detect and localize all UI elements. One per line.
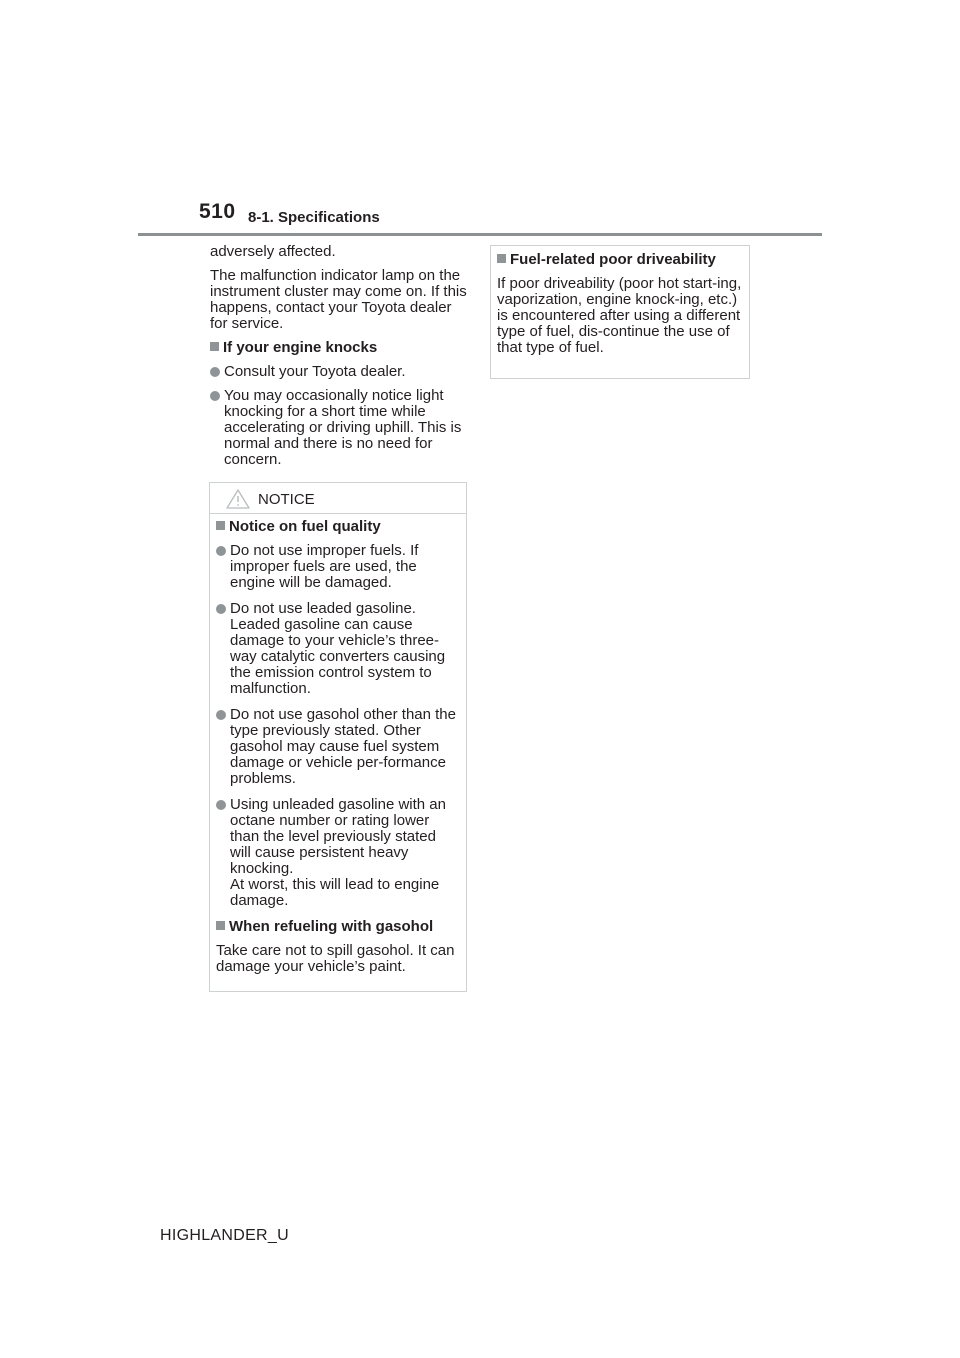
notice-header <box>210 483 466 514</box>
knock-heading <box>210 340 472 356</box>
list-item <box>216 543 460 591</box>
notice-body <box>210 514 466 975</box>
square-bullet-icon <box>497 254 506 263</box>
knock-heading-text: If your engine knocks <box>223 339 378 356</box>
header-rule <box>138 233 822 236</box>
list-item-text-continued: At worst, this will lead to engine damage. <box>230 876 440 909</box>
square-bullet-icon <box>210 342 219 351</box>
driveability-heading-text: Fuel-related poor driveability <box>510 251 716 268</box>
driveability-box <box>490 245 750 379</box>
continued-text: adversely affected. <box>210 243 336 260</box>
driveability-heading <box>497 252 743 268</box>
notice-label: NOTICE <box>258 491 315 508</box>
list-item <box>230 797 460 909</box>
circle-bullet-icon <box>216 546 226 556</box>
section-title: 8-1. Specifications <box>248 209 380 226</box>
malfunction-paragraph: The malfunction indicator lamp on the instrument cluster may come on. If this happens, contact your Toyota dealer for service. <box>210 267 467 332</box>
list-item <box>216 601 460 697</box>
fuel-quality-heading-text: Notice on fuel quality <box>229 518 381 535</box>
list-item-text: Do not use improper fuels. If improper fuels are used, the engine will be damaged. <box>230 542 419 591</box>
circle-bullet-icon <box>210 391 220 401</box>
gasohol-heading <box>216 919 460 935</box>
page-number: 510 <box>199 200 236 223</box>
list-item-text: Consult your Toyota dealer. <box>224 363 406 380</box>
list-item-text: Do not use gasohol other than the type previously stated. Other gasohol may cause fuel system damage or vehicle per-formance problems. <box>230 706 456 787</box>
gasohol-heading-text: When refueling with gasohol <box>229 918 434 935</box>
list-item <box>216 707 460 787</box>
circle-bullet-icon <box>210 367 220 377</box>
list-item <box>210 364 472 380</box>
list-item <box>216 797 460 909</box>
circle-bullet-icon <box>216 604 226 614</box>
driveability-text: If poor driveability (poor hot start-ing, vaporization, engine knock-ing, etc.) is encountered after using a different type of fuel, dis-continue the use of that type of fuel. <box>497 275 742 356</box>
circle-bullet-icon <box>216 710 226 720</box>
square-bullet-icon <box>216 521 225 530</box>
list-item <box>210 388 472 468</box>
footer-model: HIGHLANDER_U <box>160 1227 289 1244</box>
fuel-quality-heading <box>216 519 460 535</box>
left-column <box>210 244 472 468</box>
list-item-text: You may occasionally notice light knocking for a short time while accelerating or driving uphill. This is normal and there is no need for concern. <box>224 387 462 468</box>
list-item-text: Using unleaded gasoline with an octane number or rating lower than the level previously stated will cause persistent heavy knocking. <box>230 796 446 877</box>
square-bullet-icon <box>216 921 225 930</box>
gasohol-text: Take care not to spill gasohol. It can damage your vehicle’s paint. <box>216 942 455 975</box>
warning-triangle-icon <box>226 489 250 509</box>
circle-bullet-icon <box>216 800 226 810</box>
list-item-text: Do not use leaded gasoline. Leaded gasoline can cause damage to your vehicle’s three-way catalytic converters causing the emission control system to malfunction. <box>230 600 446 697</box>
notice-box <box>209 482 467 992</box>
